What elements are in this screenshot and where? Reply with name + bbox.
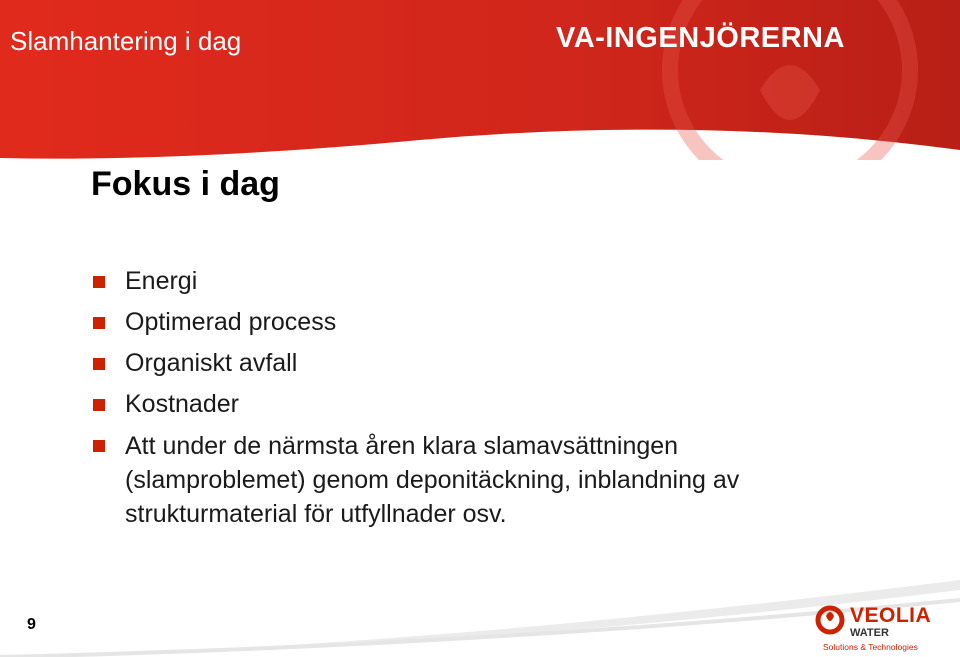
bullet-text: Energi [125,267,198,295]
deck-title: Slamhantering i dag [10,26,242,56]
bullet-text: Att under de närmsta åren klara slamavsättningen (slamproblemet) genom deponitäckning, inblandning av strukturmaterial för utfyllnader osv. [125,432,740,528]
header-banner [0,0,960,160]
slide-heading: Fokus i dag [91,165,280,203]
square-bullet-icon [93,317,105,329]
square-bullet-icon [93,276,105,288]
bullet-text: Optimerad process [125,308,337,336]
bullet-item [93,306,853,339]
bullet-item [93,265,853,298]
bullet-item [93,347,853,380]
veolia-logo [815,604,955,656]
veolia-sub: WATER [850,627,889,639]
brand-logo-text: VA-INGENJÖRERNA [556,22,845,54]
bullet-list [93,265,853,539]
bullet-text: Kostnader [125,390,239,418]
veolia-emblem-icon [815,604,847,638]
bullet-text: Organiskt avfall [125,349,298,377]
square-bullet-icon [93,358,105,370]
veolia-tagline: Solutions & Technologies [823,642,918,652]
bullet-item [93,429,853,531]
square-bullet-icon [93,440,105,452]
page-number: 9 [27,616,36,633]
square-bullet-icon [93,399,105,411]
veolia-name: VEOLIA [850,604,932,627]
bullet-item [93,388,853,421]
